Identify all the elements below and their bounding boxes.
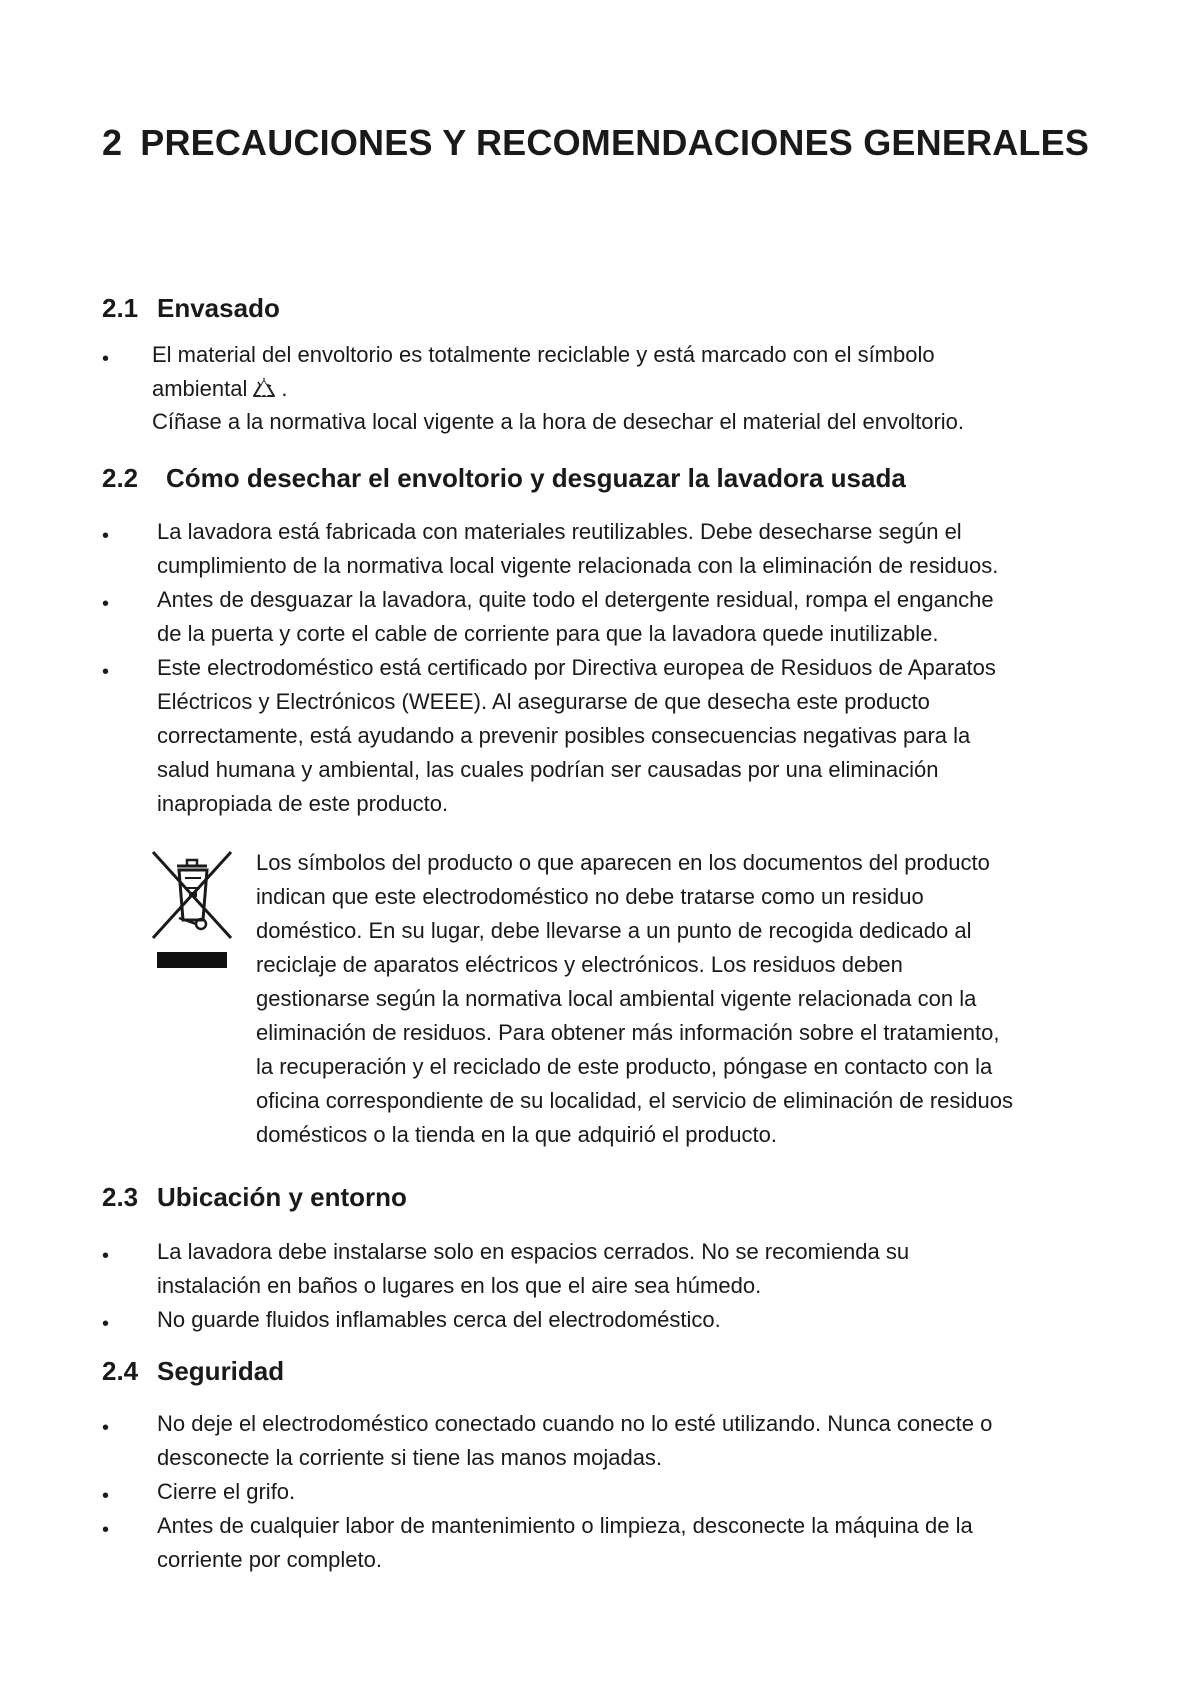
- section-heading-2-2: [102, 463, 906, 494]
- list-item-line: La lavadora debe instalarse solo en espacios cerrados. No se recomienda su: [157, 1239, 910, 1264]
- weee-text-line: reciclaje de aparatos eléctricos y electrónicos. Los residuos deben: [256, 952, 903, 977]
- list-item-line: Antes de cualquier labor de mantenimiento o limpieza, desconecte la máquina de la: [157, 1513, 973, 1538]
- paragraph-text: .: [281, 376, 288, 401]
- bullet-marker: •: [102, 1485, 110, 1507]
- list-item-line: cumplimiento de la normativa local vigente relacionada con la eliminación de residuos.: [157, 553, 999, 578]
- section-number: 2.1: [102, 293, 139, 323]
- weee-text-line: doméstico. En su lugar, debe llevarse a un punto de recogida dedicado al: [256, 918, 972, 943]
- chapter-number: 2: [102, 122, 123, 163]
- bullet-marker: •: [102, 1519, 110, 1541]
- list-item-line: Eléctricos y Electrónicos (WEEE). Al asegurarse de que desecha este producto: [157, 689, 930, 714]
- weee-text-line: domésticos o la tienda en la que adquirió el producto.: [256, 1122, 778, 1147]
- list-item-line: desconecte la corriente si tiene las manos mojadas.: [157, 1445, 663, 1470]
- list-item-line: No guarde fluidos inflamables cerca del electrodoméstico.: [157, 1307, 721, 1332]
- section-title: Envasado: [157, 293, 280, 323]
- paragraph-line: El material del envoltorio es totalmente reciclable y está marcado con el símbolo: [152, 342, 935, 367]
- crossed-out-wheelie-bin-icon: [149, 848, 235, 975]
- list-item-line: Antes de desguazar la lavadora, quite todo el detergente residual, rompa el enganche: [157, 587, 994, 612]
- paragraph-line: Cíñase a la normativa local vigente a la hora de desechar el material del envoltorio.: [152, 409, 965, 434]
- bullet-marker: •: [102, 1245, 110, 1267]
- section-heading-2-3: [102, 1182, 407, 1213]
- weee-text-line: Los símbolos del producto o que aparecen en los documentos del producto: [256, 850, 990, 875]
- bullet-marker: •: [102, 593, 110, 615]
- list-item-line: No deje el electrodoméstico conectado cuando no lo esté utilizando. Nunca conecte o: [157, 1411, 993, 1436]
- section-title: Cómo desechar el envoltorio y desguazar la lavadora usada: [166, 463, 906, 493]
- weee-text-line: gestionarse según la normativa local ambiental vigente relacionada con la: [256, 986, 977, 1011]
- weee-text-line: oficina correspondiente de su localidad, el servicio de eliminación de residuos: [256, 1088, 1013, 1113]
- list-item-line: corriente por completo.: [157, 1547, 382, 1572]
- bullet-marker: •: [102, 1417, 110, 1439]
- list-item-line: Cierre el grifo.: [157, 1479, 296, 1504]
- section-title: Seguridad: [157, 1356, 285, 1386]
- chapter-title-text: PRECAUCIONES Y RECOMENDACIONES GENERALES: [140, 122, 1090, 163]
- list-item-line: Este electrodoméstico está certificado por Directiva europea de Residuos de Aparatos: [157, 655, 996, 680]
- bullet-marker: •: [102, 661, 110, 683]
- list-item-line: instalación en baños o lugares en los que el aire sea húmedo.: [157, 1273, 762, 1298]
- weee-text-line: indican que este electrodoméstico no debe tratarse como un residuo: [256, 884, 924, 909]
- bullet-marker: •: [102, 348, 110, 370]
- section-number: 2.3: [102, 1182, 139, 1212]
- section-title: Ubicación y entorno: [157, 1182, 407, 1212]
- section-heading-2-1: [102, 293, 280, 324]
- weee-text-line: la recuperación y el reciclado de este producto, póngase en contacto con la: [256, 1054, 993, 1079]
- section-number: 2.4: [102, 1356, 139, 1386]
- paragraph-text: ambiental: [152, 376, 248, 401]
- list-item-line: de la puerta y corte el cable de corriente para que la lavadora quede inutilizable.: [157, 621, 939, 646]
- weee-text-line: eliminación de residuos. Para obtener más información sobre el tratamiento,: [256, 1020, 1000, 1045]
- list-item-line: La lavadora está fabricada con materiales reutilizables. Debe desecharse según el: [157, 519, 962, 544]
- recycle-icon: [251, 375, 277, 409]
- list-item-line: salud humana y ambiental, las cuales podrían ser causadas por una eliminación: [157, 757, 939, 782]
- paragraph-line: [152, 372, 288, 409]
- section-heading-2-4: [102, 1356, 284, 1387]
- list-item-line: inapropiada de este producto.: [157, 791, 449, 816]
- bullet-marker: •: [102, 525, 110, 547]
- bullet-marker: •: [102, 1313, 110, 1335]
- chapter-title: [102, 122, 1089, 164]
- list-item-line: correctamente, está ayudando a prevenir posibles consecuencias negativas para la: [157, 723, 971, 748]
- section-number: 2.2: [102, 463, 139, 493]
